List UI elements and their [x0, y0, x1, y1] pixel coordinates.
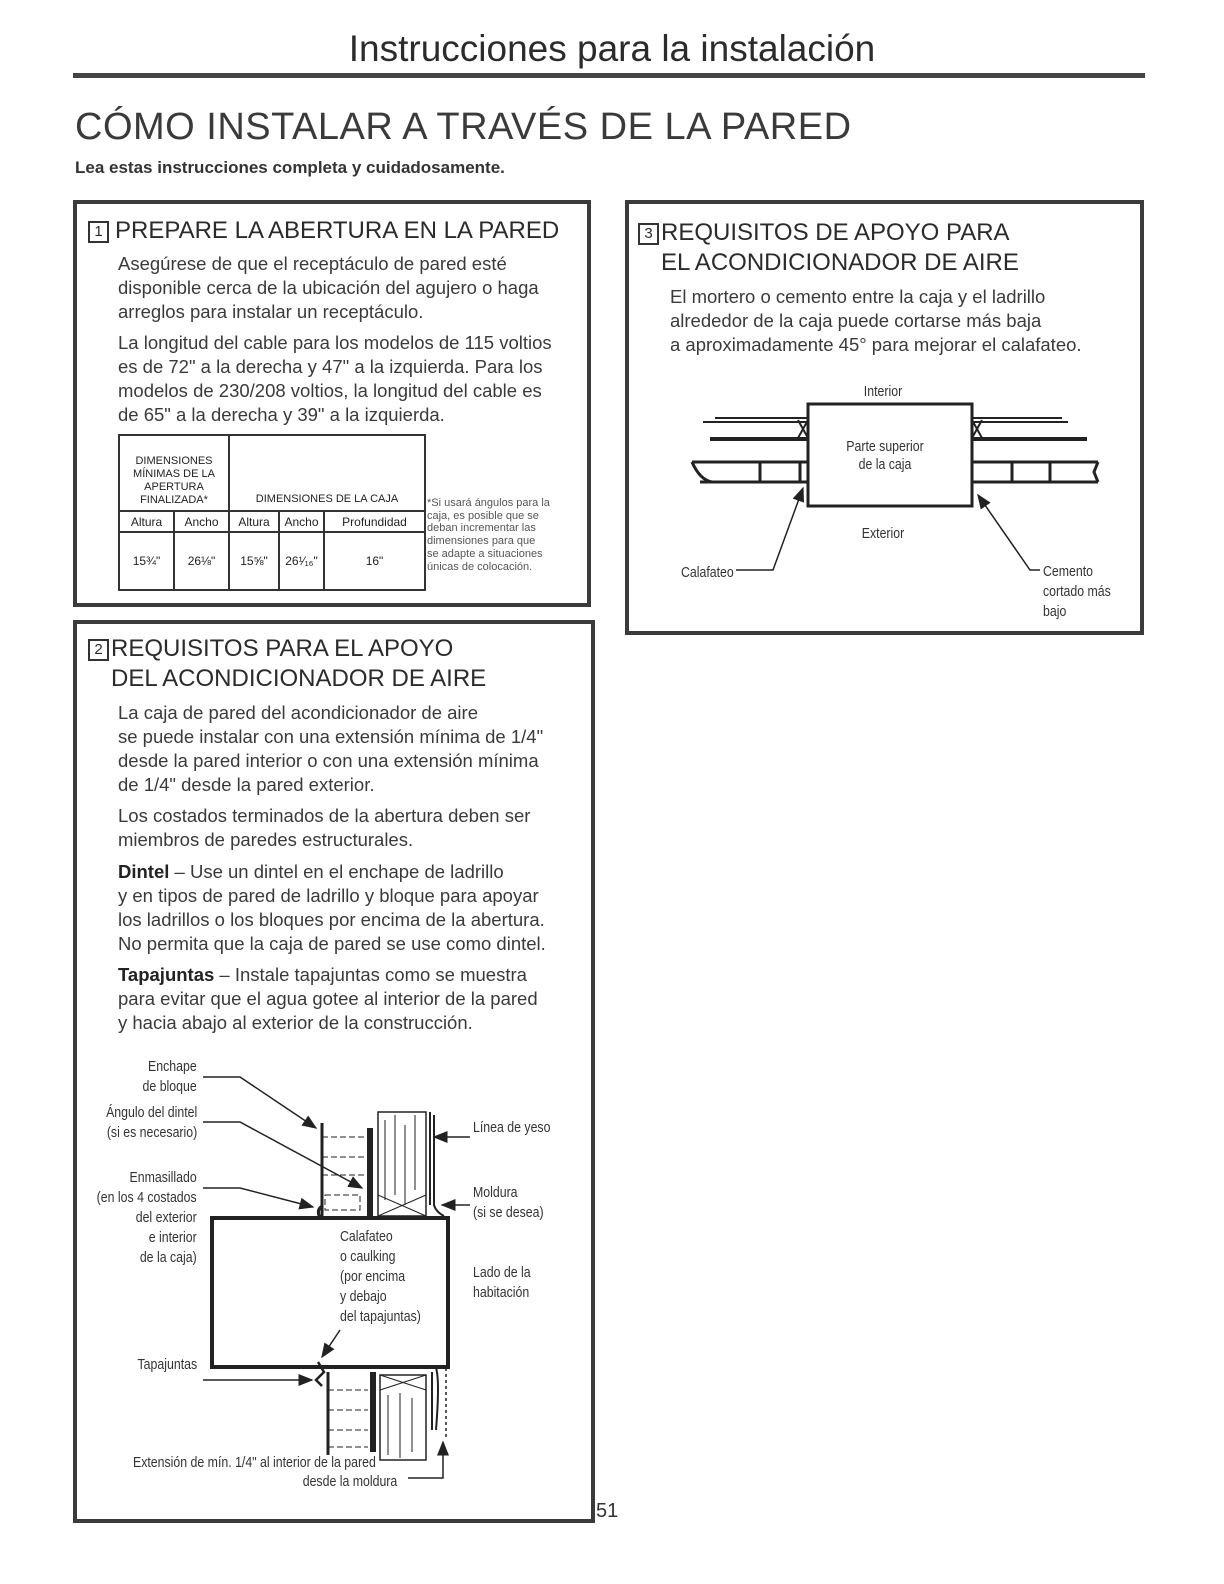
table-group-header: DIMENSIONES MÍNIMAS DE LA APERTURA FINALIZADA* [119, 435, 229, 511]
table-column-header: Ancho [279, 511, 324, 532]
label-cemento: Cemento cortado más bajo [1043, 564, 1111, 620]
table-cell: 16" [324, 532, 425, 590]
page-header-title: Instrucciones para la instalación [348, 28, 876, 69]
page-number: 51 [596, 1500, 619, 1522]
term-dintel: Dintel [118, 861, 170, 882]
table-cell: 15⅝" [229, 532, 279, 590]
step3-paragraph: El mortero o cemento entre la caja y el ladrillo alrededor de la caja puede cortarse más baja a aproximadamente 45° para mejorar el calafateo. [670, 286, 1082, 355]
label-calafateo: Calafateo [681, 565, 734, 581]
label-lado-habitacion: Lado de la habitación [473, 1265, 531, 1301]
label-desde-moldura: desde la moldura [302, 1474, 398, 1490]
table-column-header: Altura [119, 511, 174, 532]
table-group-header: DIMENSIONES DE LA CAJA [229, 435, 425, 511]
table-cell: 15¾" [119, 532, 174, 590]
table-cell: 26¹⁄₁₆" [279, 532, 324, 590]
label-enmasillado: Enmasillado (en los 4 costados del exterior e interior de la caja) [96, 1170, 197, 1266]
label-calafateo-caulking: Calafateo o caulking (por encima y debajo del tapajuntas) [340, 1229, 421, 1325]
intro-text: Lea estas instrucciones completa y cuidadosamente. [75, 158, 505, 177]
tapajuntas-text: – Instale tapajuntas como se muestra para evitar que el agua gotee al interior de la pared y hacia abajo al exterior de la construcción. [118, 964, 538, 1033]
table-column-header: Altura [229, 511, 279, 532]
label-moldura: Moldura (si se desea) [473, 1185, 544, 1221]
label-angulo-dintel: Ángulo del dintel (si es necesario) [105, 1105, 197, 1141]
step-number-badge: 3 [638, 223, 659, 245]
label-linea-yeso: Línea de yeso [473, 1120, 551, 1136]
step2-paragraph-1: La caja de pared del acondicionador de aire se puede instalar con una extensión mínima de 1/4" desde la pared interior o con una extensión mínima de 1/4" desde la pared exterior. [118, 702, 544, 795]
label-enchape: Enchape de bloque [142, 1059, 197, 1095]
table-column-header: Profundidad [324, 511, 425, 532]
step2-heading-text: REQUISITOS PARA EL APOYO DEL ACONDICIONADOR DE AIRE [111, 635, 487, 692]
table-cell: 26⅛" [174, 532, 229, 590]
label-extension: Extensión de mín. 1/4" al interior de la pared [133, 1455, 376, 1471]
dintel-text: – Use un dintel en el enchape de ladrillo y en tipos de pared de ladrillo y bloque para apoyar los ladrillos o los bloques por encima de la abertura. No permita que la caja de pared se use como dintel. [118, 861, 546, 954]
table-footnote: *Si usará ángulos para la caja, es posible que se deban incrementar las dimensiones para que se adapte a situaciones únicas de colocación. [427, 497, 550, 573]
wall-section-diagram [203, 1077, 470, 1478]
step1-paragraph-2: La longitud del cable para los modelos de 115 voltios es de 72" a la derecha y 47" a la izquierda. Para los modelos de 230/208 voltios, la longitud del cable es de 65" a la derecha y 39" a la izquierda. [118, 332, 552, 425]
step2-paragraph-2: Los costados terminados de la abertura deben ser miembros de paredes estructurales. [118, 805, 531, 850]
step-number-badge: 1 [88, 221, 109, 243]
step1-paragraph-1: Asegúrese de que el receptáculo de pared esté disponible cerca de la ubicación del agujero o haga arreglos para instalar un receptáculo. [118, 253, 539, 322]
label-interior: Interior [863, 384, 903, 400]
section-title: CÓMO INSTALAR A TRAVÉS DE LA PARED [75, 106, 852, 148]
step3-heading-text: REQUISITOS DE APOYO PARA EL ACONDICIONADOR DE AIRE [661, 219, 1019, 276]
wall-box-top-view-diagram [692, 404, 1098, 570]
table-column-header: Ancho [174, 511, 229, 532]
label-exterior: Exterior [861, 526, 905, 542]
step-number-badge: 2 [88, 639, 109, 661]
term-tapajuntas: Tapajuntas [118, 964, 215, 985]
label-parte-superior: Parte superior de la caja [846, 439, 924, 473]
label-tapajuntas: Tapajuntas [137, 1357, 197, 1373]
step1-heading-text: PREPARE LA ABERTURA EN LA PARED [115, 217, 560, 244]
